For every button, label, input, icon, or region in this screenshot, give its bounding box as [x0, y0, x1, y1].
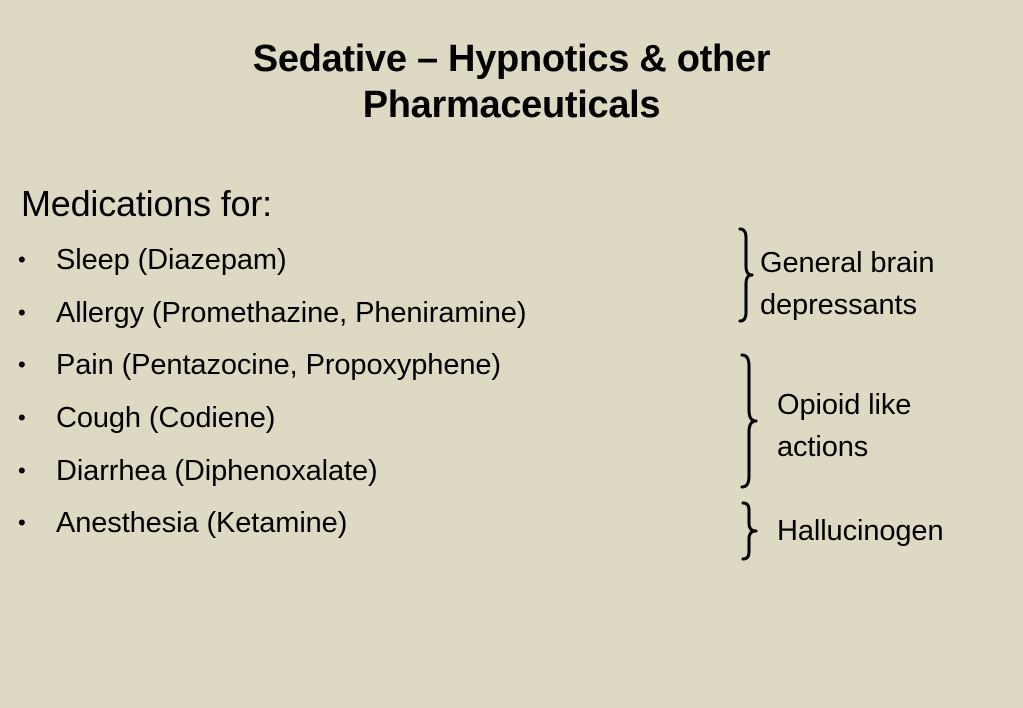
group-label-line: Opioid like: [777, 389, 912, 421]
title-line-2: Pharmaceuticals: [362, 84, 661, 126]
group-label-opioid-like-actions: [777, 384, 911, 468]
bullet-icon: •: [18, 457, 26, 483]
list-item-anesthesia: [18, 503, 526, 556]
curly-brace-icon: [737, 352, 761, 490]
group-label-line: General brain: [760, 247, 935, 279]
group-label-line: depressants: [760, 289, 917, 321]
list-item-text: Diarrhea (Diphenoxalate): [56, 454, 378, 487]
list-item-text: Sleep (Diazepam): [56, 244, 287, 276]
medications-heading: Medications for:: [21, 183, 272, 224]
title-line-1: Sedative – Hypnotics & other: [252, 38, 771, 80]
bullet-icon: •: [18, 405, 26, 431]
list-item-text: Pain (Pentazocine, Propoxyphene): [56, 349, 501, 382]
medication-list: [18, 240, 526, 556]
group-label-line: actions: [777, 431, 869, 463]
curly-brace-icon: [739, 500, 761, 562]
bullet-icon: •: [18, 247, 26, 272]
list-item-allergy: [18, 293, 526, 346]
bullet-icon: •: [18, 510, 26, 536]
list-item-diarrhea: [18, 451, 526, 504]
group-label-general-brain-depressants: [760, 242, 934, 326]
bullet-icon: •: [18, 299, 26, 325]
curly-brace-icon: [736, 226, 756, 324]
list-item-text: Anesthesia (Ketamine): [56, 507, 348, 540]
list-item-cough: [18, 398, 526, 451]
list-item-text: Allergy (Promethazine, Pheniramine): [56, 296, 527, 329]
bullet-icon: •: [18, 352, 26, 378]
slide-title: [0, 36, 1023, 128]
list-item-pain: [18, 345, 526, 398]
list-item-text: Cough (Codiene): [56, 402, 276, 435]
list-item-sleep: [18, 240, 526, 293]
group-label-line: Hallucinogen: [777, 515, 944, 547]
group-label-hallucinogen: [777, 510, 943, 552]
